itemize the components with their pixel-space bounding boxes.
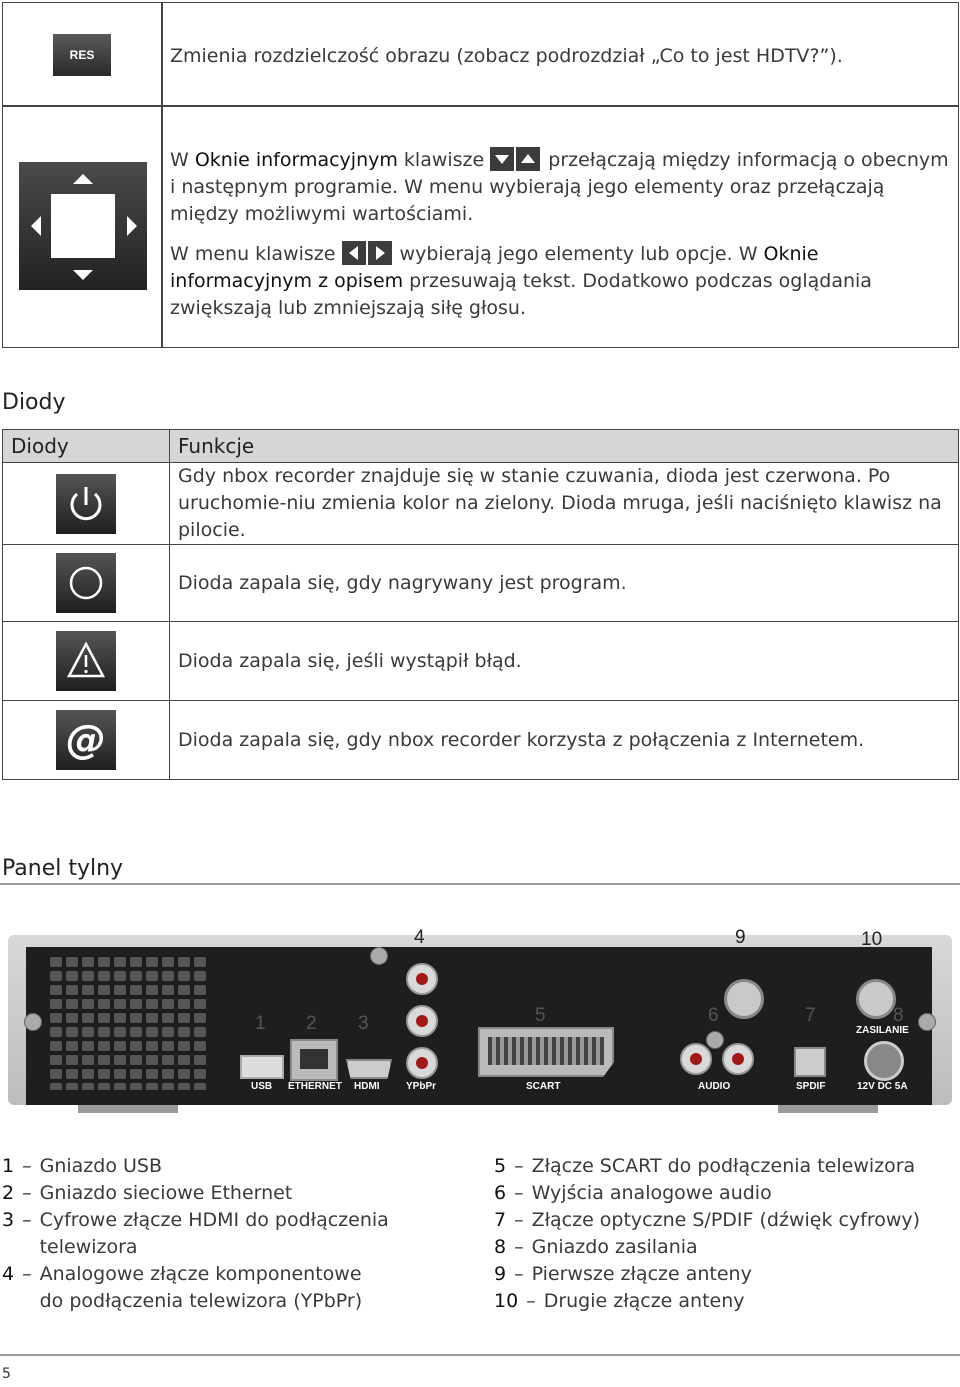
- screw-icon: [706, 1031, 724, 1049]
- res-key-icon: [53, 34, 111, 76]
- record-circle-icon: [56, 553, 116, 613]
- navigation-description-1: [170, 147, 954, 228]
- usb-label: USB: [251, 1081, 273, 1092]
- keys-table: [2, 2, 959, 348]
- panel-number-5: 5: [535, 1005, 546, 1026]
- legend-right: [494, 1153, 954, 1315]
- warning-icon: [56, 631, 116, 691]
- nav-text: W: [170, 149, 195, 171]
- audio-right-jack: [722, 1043, 754, 1075]
- res-key-label: RES: [69, 48, 95, 62]
- power-socket: [864, 1041, 904, 1081]
- panel-number-4: 4: [414, 927, 425, 948]
- hdmi-label: HDMI: [354, 1081, 380, 1092]
- diody-row-text: Dioda zapala się, jeśli wystąpił błąd.: [170, 622, 959, 701]
- rear-panel-image: [8, 927, 952, 1115]
- power-icon: [56, 474, 116, 534]
- arrow-right-key-icon: [368, 241, 392, 265]
- legend-left: [2, 1153, 442, 1315]
- at-glyph: @: [66, 717, 106, 763]
- scart-port: [478, 1027, 614, 1077]
- audio-label: AUDIO: [698, 1081, 731, 1092]
- power-label: 12V DC 5A: [857, 1081, 908, 1092]
- nav-text: W menu klawisze: [170, 243, 342, 265]
- nav-text: klawisze: [397, 149, 491, 171]
- ethernet-label: ETHERNET: [288, 1081, 342, 1092]
- diody-row-text: Gdy nbox recorder znajduje się w stanie czuwania, dioda jest czerwona. Po uruchomie-niu zmienia kolor na zielony. Dioda mruga, jeśli naciśnięto klawisz na pilocie.: [170, 463, 959, 545]
- panel-number-6: 6: [708, 1005, 719, 1026]
- legend-item: 7 – Złącze optyczne S/PDIF (dźwięk cyfrowy): [494, 1209, 921, 1231]
- arrow-left-key-icon: [342, 241, 366, 265]
- keys-table-divider-v: [161, 3, 163, 347]
- footer-rule: [0, 1354, 960, 1356]
- panel-section-title: Panel tylny: [2, 856, 124, 881]
- legend-item: 2 – Gniazdo sieciowe Ethernet: [2, 1182, 293, 1204]
- scart-label: SCART: [526, 1081, 561, 1092]
- navigation-description-2: [170, 241, 954, 322]
- legend-item: 6 – Wyjścia analogowe audio: [494, 1182, 772, 1204]
- panel-number-7: 7: [805, 1005, 816, 1026]
- legend-item: 10 – Drugie złącze anteny: [494, 1290, 745, 1312]
- antenna-2-connector: [856, 979, 896, 1019]
- antenna-1-connector: [724, 979, 764, 1019]
- navigation-key-icon: [19, 162, 147, 290]
- screw-icon: [24, 1013, 42, 1031]
- table-row: [3, 701, 959, 780]
- diody-table-header: [3, 430, 959, 463]
- legend-item: 1 – Gniazdo USB: [2, 1155, 162, 1177]
- nav-text-bold: Oknie informacyjnym: [194, 149, 398, 171]
- table-row: [3, 463, 959, 545]
- ethernet-port: [290, 1039, 338, 1081]
- diody-row-text: Dioda zapala się, gdy nagrywany jest program.: [170, 545, 959, 622]
- panel-number-2: 2: [306, 1013, 317, 1034]
- panel-title-rule: [0, 883, 960, 885]
- nav-text-bold: Oknie informacyjnym z opisem: [170, 243, 819, 292]
- diody-row-text: Dioda zapala się, gdy nbox recorder korzysta z połączenia z Internetem.: [170, 701, 959, 780]
- screw-icon: [918, 1013, 936, 1031]
- res-description: Zmienia rozdzielczość obrazu (zobacz podrozdział „Co to jest HDTV?”).: [170, 45, 843, 67]
- table-row: [3, 622, 959, 701]
- legend-item: 4 – Analogowe złącze komponentowe do podłączenia telewizora (YPbPr): [2, 1263, 363, 1312]
- nav-text: wybierają jego elementy lub opcje. W: [393, 243, 764, 265]
- page-number: 5: [2, 1366, 11, 1382]
- legend-item: 5 – Złącze SCART do podłączenia telewizora: [494, 1155, 916, 1177]
- diody-section-title: Diody: [2, 390, 66, 415]
- spdif-port: [794, 1047, 826, 1077]
- ypbpr-label: YPbPr: [406, 1081, 437, 1092]
- vent-grille: [48, 955, 208, 1090]
- hdmi-port: [346, 1059, 392, 1079]
- funkcje-col-header: Funkcje: [170, 430, 959, 463]
- ypbpr-pb-jack: [406, 1005, 438, 1037]
- panel-number-1: 1: [255, 1013, 266, 1034]
- ypbpr-pr-jack: [406, 1047, 438, 1079]
- nav-text: przesuwają tekst. Dodatkowo podczas oglądania zwiększają lub zmniejszają siłę głosu.: [170, 270, 872, 319]
- legend-item: 3 – Cyfrowe złącze HDMI do podłączenia telewizora: [2, 1209, 389, 1258]
- legend-item: 9 – Pierwsze złącze anteny: [494, 1263, 752, 1285]
- panel-number-8: 8: [893, 1005, 904, 1026]
- audio-left-jack: [680, 1043, 712, 1075]
- keys-table-divider-h: [3, 105, 958, 107]
- diody-table: [2, 429, 959, 780]
- usb-port: [240, 1055, 284, 1079]
- zasilanie-label: ZASILANIE: [856, 1025, 909, 1036]
- arrow-up-key-icon: [516, 147, 540, 171]
- table-row: [3, 545, 959, 622]
- ypbpr-y-jack: [406, 963, 438, 995]
- panel-number-3: 3: [358, 1013, 369, 1034]
- panel-number-10: 10: [861, 929, 883, 950]
- nav-text: przełączają między informacją o obecnym i następnym programie. W menu wybierają jego elementy oraz przełączają między możliwymi wartościami.: [170, 149, 949, 225]
- spdif-label: SPDIF: [796, 1081, 826, 1092]
- arrow-down-key-icon: [490, 147, 514, 171]
- at-icon: [56, 710, 116, 770]
- legend-item: 8 – Gniazdo zasilania: [494, 1236, 698, 1258]
- diody-col-header: Diody: [3, 430, 170, 463]
- screw-icon: [370, 947, 388, 965]
- panel-number-9: 9: [735, 927, 746, 948]
